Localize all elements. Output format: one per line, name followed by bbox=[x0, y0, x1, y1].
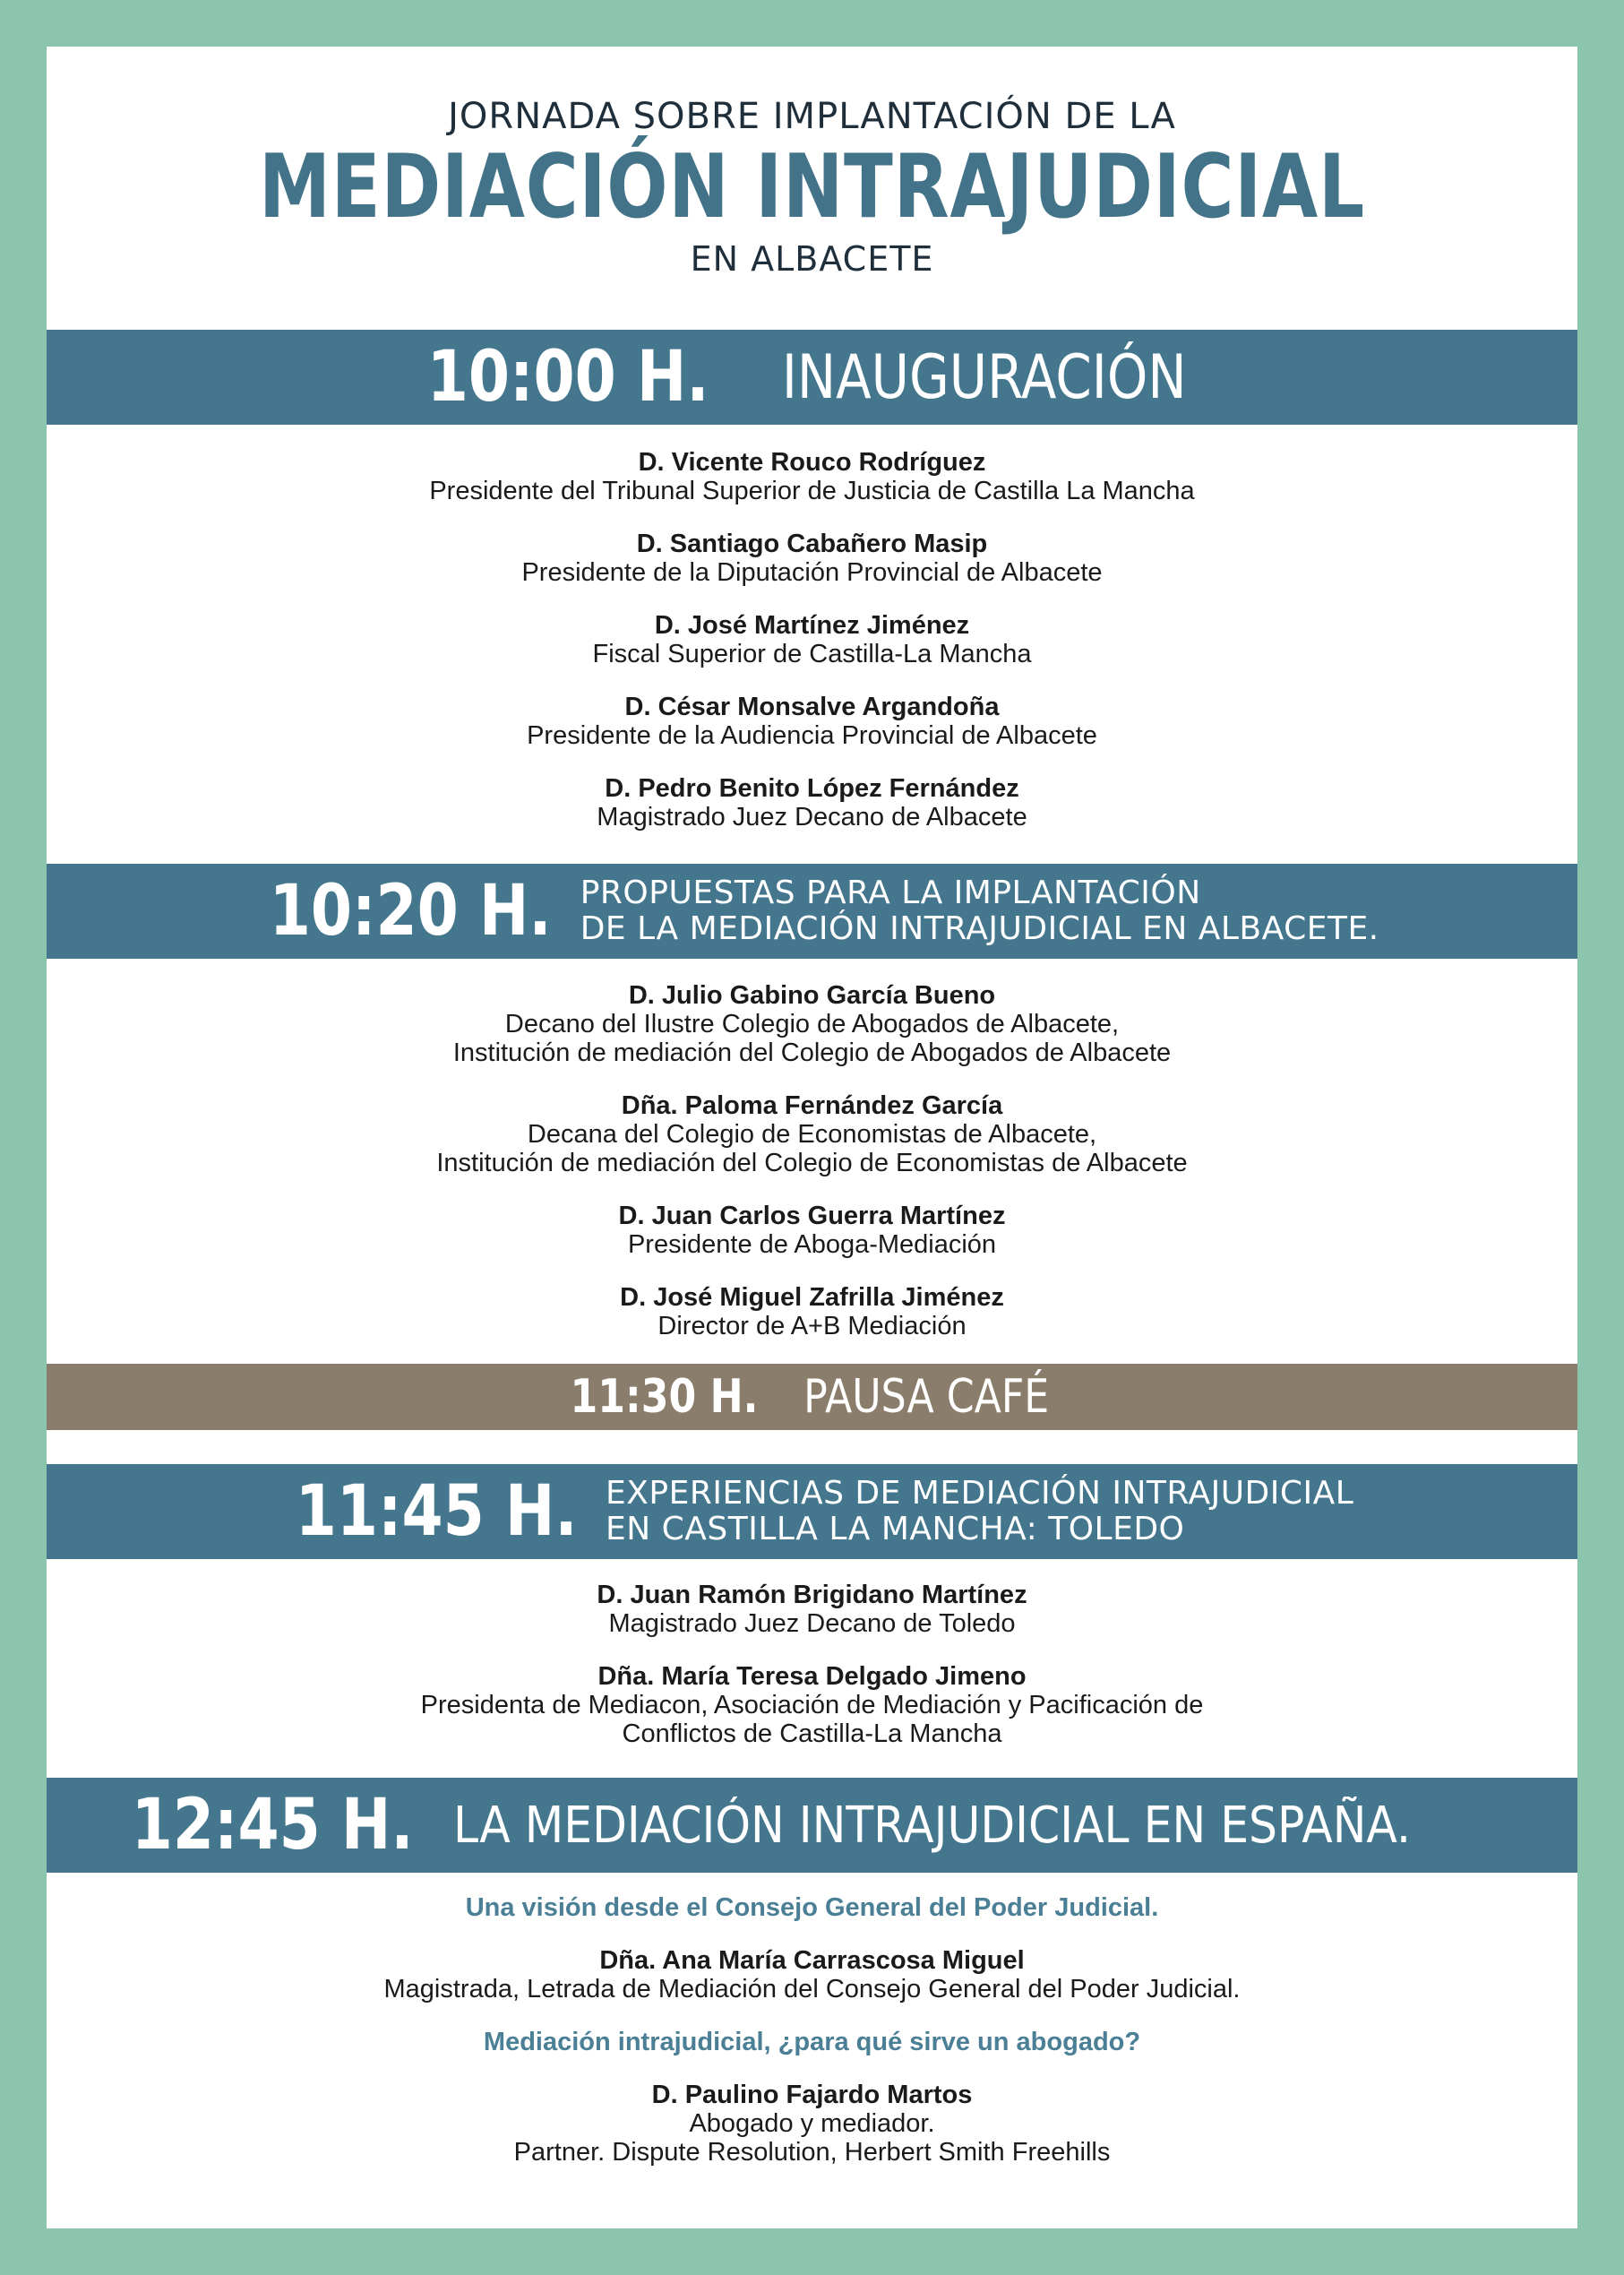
session-time: 10:00 H. bbox=[426, 337, 709, 418]
speaker-name: D. Vicente Rouco Rodríguez bbox=[638, 448, 986, 477]
speaker-role: Magistrada, Letrada de Mediación del Consejo General del Poder Judicial. bbox=[383, 1975, 1241, 2004]
subheading: Una visión desde el Consejo General del Poder Judicial. bbox=[465, 1893, 1159, 1922]
speaker-name: D. José Miguel Zafrilla Jiménez bbox=[620, 1283, 1004, 1312]
speaker-role: Presidente del Tribunal Superior de Justicia de Castilla La Mancha bbox=[429, 477, 1195, 505]
speaker bbox=[47, 1091, 1577, 1177]
speaker bbox=[47, 1283, 1577, 1340]
speaker-list-espana bbox=[47, 1893, 1577, 2191]
speaker-name: Dña. Paloma Fernández García bbox=[621, 1091, 1003, 1120]
session-band-propuestas bbox=[47, 864, 1577, 959]
speaker bbox=[47, 611, 1577, 668]
speaker-name: D. Pedro Benito López Fernández bbox=[605, 774, 1019, 803]
speaker bbox=[47, 1581, 1577, 1638]
speaker-list-inauguracion bbox=[47, 448, 1577, 856]
speaker-role: Director de A+B Mediación bbox=[657, 1312, 967, 1340]
speaker-role: Conflictos de Castilla-La Mancha bbox=[622, 1719, 1002, 1748]
speaker-name: D. Juan Ramón Brigidano Martínez bbox=[597, 1581, 1027, 1609]
speaker-name: D. Julio Gabino García Bueno bbox=[628, 981, 996, 1010]
speaker-name: D. Paulino Fajardo Martos bbox=[651, 2081, 973, 2109]
session-band-espana bbox=[47, 1778, 1577, 1873]
program-sheet bbox=[47, 47, 1577, 2228]
speaker-name: D. Santiago Cabañero Masip bbox=[636, 530, 988, 558]
speaker bbox=[47, 1662, 1577, 1748]
speaker-role: Presidente de la Diputación Provincial de Albacete bbox=[521, 558, 1103, 587]
speaker-role: Presidente de la Audiencia Provincial de Albacete bbox=[527, 721, 1097, 750]
speaker-role: Partner. Dispute Resolution, Herbert Smith Freehills bbox=[513, 2138, 1111, 2167]
speaker-role: Magistrado Juez Decano de Albacete bbox=[597, 803, 1027, 832]
speaker-role: Magistrado Juez Decano de Toledo bbox=[608, 1609, 1016, 1638]
speaker bbox=[47, 1946, 1577, 2004]
session-topic: LA MEDIACIÓN INTRAJUDICIAL EN ESPAÑA. bbox=[452, 1796, 1411, 1855]
speaker-role: Decana del Colegio de Economistas de Albacete, bbox=[527, 1120, 1097, 1149]
speaker-name: D. José Martínez Jiménez bbox=[654, 611, 970, 640]
session-band-pausa-cafe bbox=[47, 1364, 1577, 1430]
speaker-role: Abogado y mediador. bbox=[689, 2109, 935, 2138]
main-title: MEDIACIÓN INTRAJUDICIAL bbox=[258, 136, 1366, 238]
session-topic-line: DE LA MEDIACIÓN INTRAJUDICIAL EN ALBACETE. bbox=[580, 910, 1379, 947]
speaker bbox=[47, 1202, 1577, 1259]
speaker-name: D. Juan Carlos Guerra Martínez bbox=[618, 1202, 1006, 1230]
session-band-inauguracion bbox=[47, 330, 1577, 425]
session-topic-line: EN CASTILLA LA MANCHA: TOLEDO bbox=[606, 1511, 1185, 1547]
speaker-list-experiencias bbox=[47, 1581, 1577, 1772]
speaker bbox=[47, 693, 1577, 750]
session-time: 11:30 H. bbox=[570, 1370, 759, 1424]
speaker bbox=[47, 448, 1577, 505]
speaker-role: Presidente de Aboga-Mediación bbox=[627, 1230, 997, 1259]
session-time: 11:45 H. bbox=[295, 1471, 578, 1552]
speaker-role: Institución de mediación del Colegio de Abogados de Albacete bbox=[452, 1038, 1172, 1067]
speaker bbox=[47, 774, 1577, 832]
pre-title: JORNADA SOBRE IMPLANTACIÓN DE LA bbox=[448, 96, 1176, 137]
session-topic-line: PROPUESTAS PARA LA IMPLANTACIÓN bbox=[580, 875, 1201, 911]
session-title: PAUSA CAFÉ bbox=[803, 1370, 1049, 1424]
session-time: 10:20 H. bbox=[270, 871, 552, 952]
speaker-role: Presidenta de Mediacon, Asociación de Mediación y Pacificación de bbox=[420, 1691, 1204, 1719]
speaker bbox=[47, 981, 1577, 1067]
session-topic-line: EXPERIENCIAS DE MEDIACIÓN INTRAJUDICIAL bbox=[606, 1475, 1354, 1512]
speaker-name: Dña. Ana María Carrascosa Miguel bbox=[599, 1946, 1025, 1975]
speaker bbox=[47, 2081, 1577, 2167]
session-topic bbox=[606, 1476, 1353, 1547]
speaker-role: Decano del Ilustre Colegio de Abogados de Albacete, bbox=[504, 1010, 1120, 1038]
speaker bbox=[47, 530, 1577, 587]
session-topic bbox=[580, 875, 1379, 947]
subheading: Mediación intrajudicial, ¿para qué sirve un abogado? bbox=[483, 2028, 1141, 2056]
speaker-role: Institución de mediación del Colegio de Economistas de Albacete bbox=[436, 1149, 1188, 1177]
session-title: INAUGURACIÓN bbox=[781, 341, 1187, 413]
post-title: EN ALBACETE bbox=[690, 239, 934, 279]
speaker-role: Fiscal Superior de Castilla-La Mancha bbox=[592, 640, 1032, 668]
speaker-name: D. César Monsalve Argandoña bbox=[624, 693, 1000, 721]
session-time: 12:45 H. bbox=[132, 1785, 415, 1866]
speaker-list-propuestas bbox=[47, 981, 1577, 1365]
session-band-experiencias bbox=[47, 1464, 1577, 1559]
speaker-name: Dña. María Teresa Delgado Jimeno bbox=[597, 1662, 1027, 1691]
